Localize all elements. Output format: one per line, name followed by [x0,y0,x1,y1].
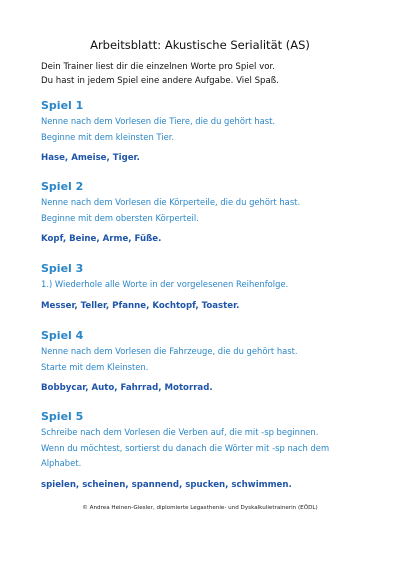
intro-line: Dein Trainer liest dir die einzelnen Worte pro Spiel vor. [41,62,275,72]
game-words: Bobbycar, Auto, Fahrrad, Motorrad. [41,383,213,393]
game-instruction: Starte mit dem Kleinsten. [41,361,149,372]
game-instruction: Nenne nach dem Vorlesen die Fahrzeuge, die du gehört hast. [41,346,298,356]
intro-text [41,60,381,88]
game-heading: Spiel 4 [41,329,84,342]
game-heading: Spiel 5 [41,410,84,423]
game-instruction: Nenne nach dem Vorlesen die Körperteile, die du gehört hast. [41,197,301,207]
game-instruction: Alphabet. [41,458,82,468]
game-instruction: Wenn du möchtest, sortierst du danach die Wörter mit -sp nach dem [41,442,330,453]
game-heading: Spiel 1 [41,99,84,112]
game-heading: Spiel 3 [41,262,84,275]
game-4 [41,329,381,394]
game-words: Kopf, Beine, Arme, Füße. [41,234,162,244]
game-words: spielen, scheinen, spannend, spucken, schwimmen. [41,479,292,490]
game-instruction: Beginne mit dem kleinsten Tier. [41,131,175,142]
game-1 [41,99,381,164]
game-3 [41,262,381,312]
page-footer: © Andrea Heinen-Giesler, diplomierte Legasthenie- und Dyskalkulietrainerin (EÖDL) [82,505,318,511]
game-instruction: Beginne mit dem obersten Körperteil. [41,212,199,223]
game-5 [41,410,381,491]
game-2 [41,180,381,245]
game-heading: Spiel 2 [41,180,84,193]
game-instruction: Schreibe nach dem Vorlesen die Verben auf, die mit -sp beginnen. [41,427,319,437]
game-instruction: 1.) Wiederhole alle Worte in der vorgelesenen Reihenfolge. [41,279,289,289]
game-words: Messer, Teller, Pfanne, Kochtopf, Toaster. [41,300,240,311]
intro-line: Du hast in jedem Spiel eine andere Aufgabe. Viel Spaß. [41,76,279,86]
page-title: Arbeitsblatt: Akustische Serialität (AS) [90,38,310,52]
game-words: Hase, Ameise, Tiger. [41,153,140,163]
game-instruction: Nenne nach dem Vorlesen die Tiere, die du gehört hast. [41,116,276,126]
